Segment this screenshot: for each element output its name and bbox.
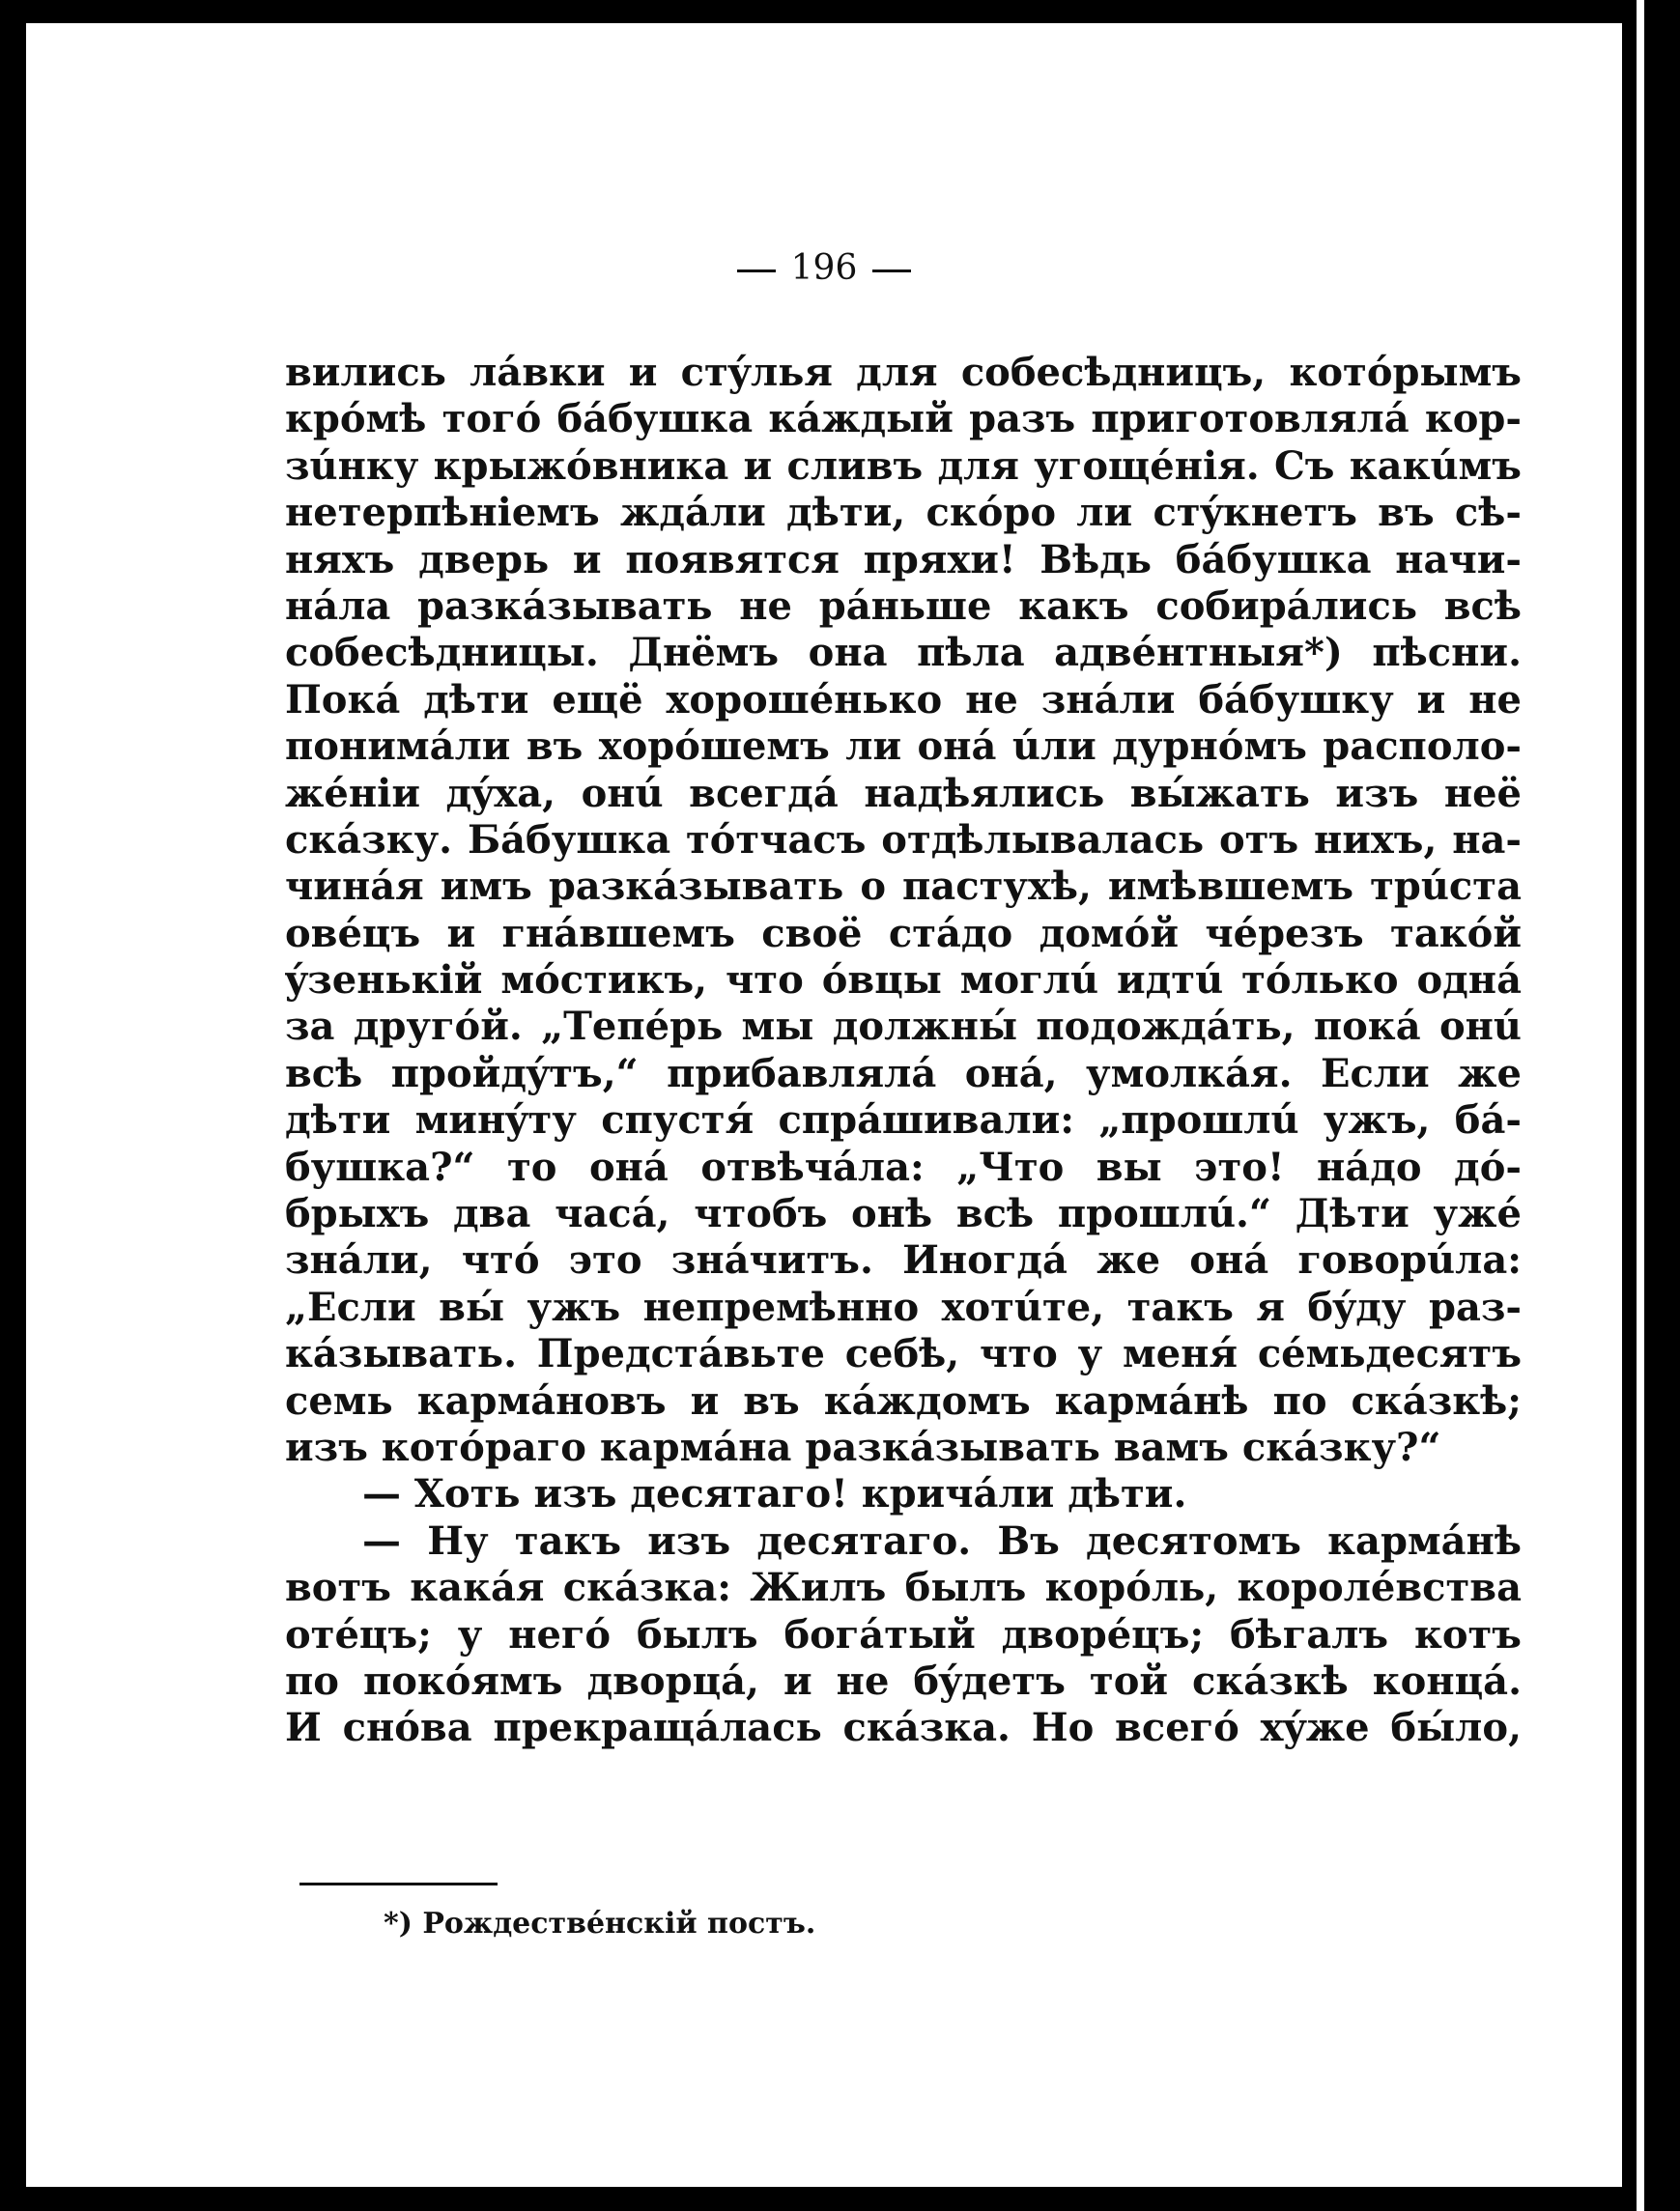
text-line: нетерпѣніемъ ждáли дѣти, скóро ли стýкнетъ въ сѣ- bbox=[285, 490, 1522, 536]
text-line: крóмѣ тогó бáбушка кáждый разъ приготовлялá кор- bbox=[285, 396, 1522, 442]
text-line: ýзенькій мóстикъ, что óвцы моглú идтú тóлько однá bbox=[285, 957, 1522, 1004]
page-number-dash-right bbox=[872, 269, 911, 272]
scan-edge-strip bbox=[1637, 0, 1644, 2211]
text-line: чинáя имъ разкáзывать о пастухѣ, имѣвшемъ трúста bbox=[285, 864, 1522, 910]
text-line: вились лáвки и стýлья для собесѣдницъ, котóрымъ bbox=[285, 350, 1522, 395]
text-line: кáзывать. Предстáвьте себѣ, что у меня́ сéмьдесятъ bbox=[285, 1331, 1522, 1377]
footnote-separator bbox=[299, 1883, 498, 1885]
text-line: по покóямъ дворцá, и не бýдетъ той скáзкѣ концá. bbox=[285, 1658, 1522, 1704]
text-line: Покá дѣти ещё хорошéнько не знáли бáбушку и не bbox=[285, 676, 1522, 723]
page-number-value: 196 bbox=[790, 248, 858, 288]
text-line: бушка?“ то онá отвѣчáла: „Что вы это! нáдо дó- bbox=[285, 1144, 1522, 1190]
text-line: семь кармáновъ и въ кáждомъ кармáнѣ по скáзкѣ; bbox=[285, 1377, 1522, 1424]
text-line: дѣти минýту спустя́ спрáшивали: „прошлú ужъ, бá- bbox=[285, 1097, 1522, 1144]
text-line: жéніи дýха, онú всегдá надѣялись вы́жать изъ неё bbox=[285, 770, 1522, 816]
text-line: брыхъ два часá, чтобъ онѣ всѣ прошлú.“ Дѣти ужé bbox=[285, 1191, 1522, 1237]
text-line: вотъ какáя скáзка: Жилъ былъ корóль, королéвства bbox=[285, 1565, 1522, 1611]
text-line: всѣ пройдýтъ,“ прибавлялá онá, умолкáя. Если же bbox=[285, 1050, 1522, 1096]
text-line: нáла разкáзывать не рáньше какъ собирáлись всѣ bbox=[285, 582, 1522, 629]
footnote: *) Рождествéнскій постъ. bbox=[384, 1907, 816, 1941]
text-line: за другóй. „Тепéрь мы должны́ подождáть, покá онú bbox=[285, 1004, 1522, 1050]
page-number bbox=[26, 248, 1622, 288]
dialogue-line: — Хоть изъ десятаго! кричáли дѣти. bbox=[362, 1471, 1187, 1517]
text-line: „Если вы́ ужъ непремѣнно хотúте, такъ я бýду раз- bbox=[285, 1284, 1522, 1330]
text-line: понимáли въ хорóшемъ ли онá úли дурнóмъ располо- bbox=[285, 723, 1522, 770]
body-text bbox=[285, 350, 1522, 1752]
text-line: отéцъ; у негó былъ богáтый дворéцъ; бѣгалъ котъ bbox=[285, 1611, 1522, 1658]
text-line: скáзку. Бáбушка тóтчасъ отдѣлывалась отъ нихъ, на- bbox=[285, 816, 1522, 863]
text-line: собесѣдницы. Днёмъ она пѣла адвéнтныя*) пѣсни. bbox=[285, 630, 1522, 676]
book-page bbox=[26, 23, 1622, 2187]
text-line: изъ котóраго кармáна разкáзывать вамъ скáзку?“ bbox=[285, 1424, 1441, 1470]
text-line: И снóва прекращáлась скáзка. Но всегó хýже бы́ло, bbox=[285, 1705, 1522, 1751]
text-line: овéцъ и гнáвшемъ своё стáдо домóй чéрезъ такóй bbox=[285, 910, 1522, 956]
text-line: няхъ дверь и появятся пряхи! Вѣдь бáбушка начи- bbox=[285, 536, 1522, 582]
page-number-dash-left bbox=[737, 269, 776, 272]
text-line: зúнку крыжóвника и сливъ для угощéнія. Съ какúмъ bbox=[285, 442, 1522, 489]
dialogue-line: — Ну такъ изъ десятаго. Въ десятомъ кармáнѣ bbox=[362, 1517, 1522, 1564]
text-line: знáли, что́ это знáчитъ. Иногдá же онá говорúла: bbox=[285, 1237, 1522, 1284]
